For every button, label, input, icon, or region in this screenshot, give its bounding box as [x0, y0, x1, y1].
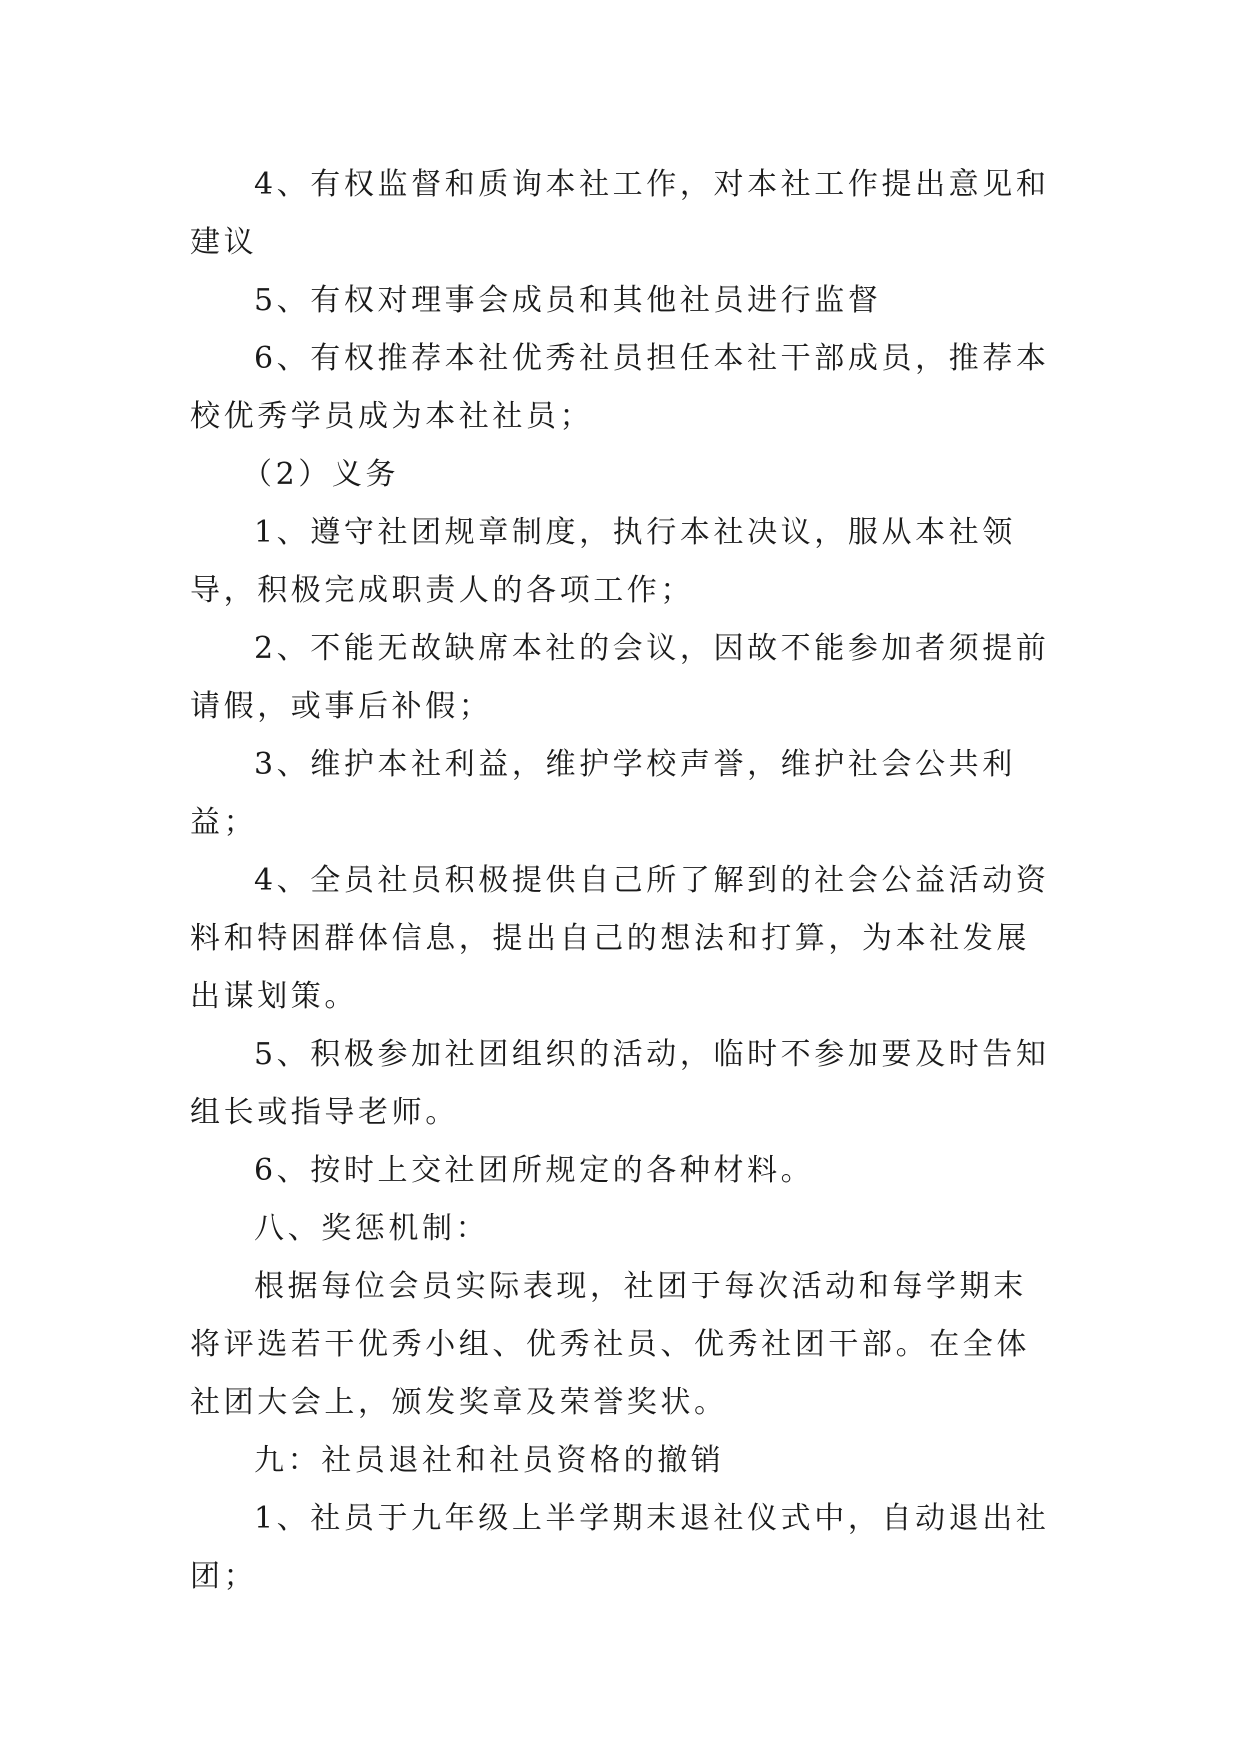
paragraph-rewards: 根据每位会员实际表现，社团于每次活动和每学期末将评选若干优秀小组、优秀社员、优秀社团干部。在全体社团大会上，颁发奖章及荣誉奖状。	[190, 1269, 1030, 1420]
section-heading-withdrawal: 九：社员退社和社员资格的撤销	[254, 1443, 725, 1478]
paragraph-obligation-attendance: 2、不能无故缺席本社的会议，因故不能参加者须提前请假，或事后补假；	[190, 631, 1050, 724]
paragraph-right-recommend: 6、有权推荐本社优秀社员担任本社干部成员，推荐本校优秀学员成为本社社员；	[190, 341, 1050, 434]
paragraph-withdrawal-auto: 1、社员于九年级上半学期末退社仪式中，自动退出社团；	[190, 1501, 1050, 1594]
paragraph-obligation-activities: 5、积极参加社团组织的活动，临时不参加要及时告知组长或指导老师。	[190, 1037, 1050, 1130]
paragraph-right-supervise-inquire: 4、有权监督和质询本社工作，对本社工作提出意见和建议	[190, 167, 1050, 260]
paragraph-obligation-materials: 6、按时上交社团所规定的各种材料。	[254, 1153, 815, 1188]
document-body	[190, 156, 1060, 1606]
paragraph-obligation-interests: 3、维护本社利益，维护学校声誉，维护社会公共利益；	[190, 747, 1016, 840]
section-heading-obligations: （2）义务	[242, 457, 400, 492]
paragraph-obligation-information: 4、全员社员积极提供自己所了解到的社会公益活动资料和特困群体信息，提出自己的想法和打算，为本社发展出谋划策。	[190, 863, 1050, 1014]
paragraph-right-supervise-members: 5、有权对理事会成员和其他社员进行监督	[254, 283, 882, 318]
section-heading-rewards: 八、奖惩机制：	[254, 1211, 490, 1246]
paragraph-obligation-rules: 1、遵守社团规章制度，执行本社决议，服从本社领导，积极完成职责人的各项工作；	[190, 515, 1016, 608]
